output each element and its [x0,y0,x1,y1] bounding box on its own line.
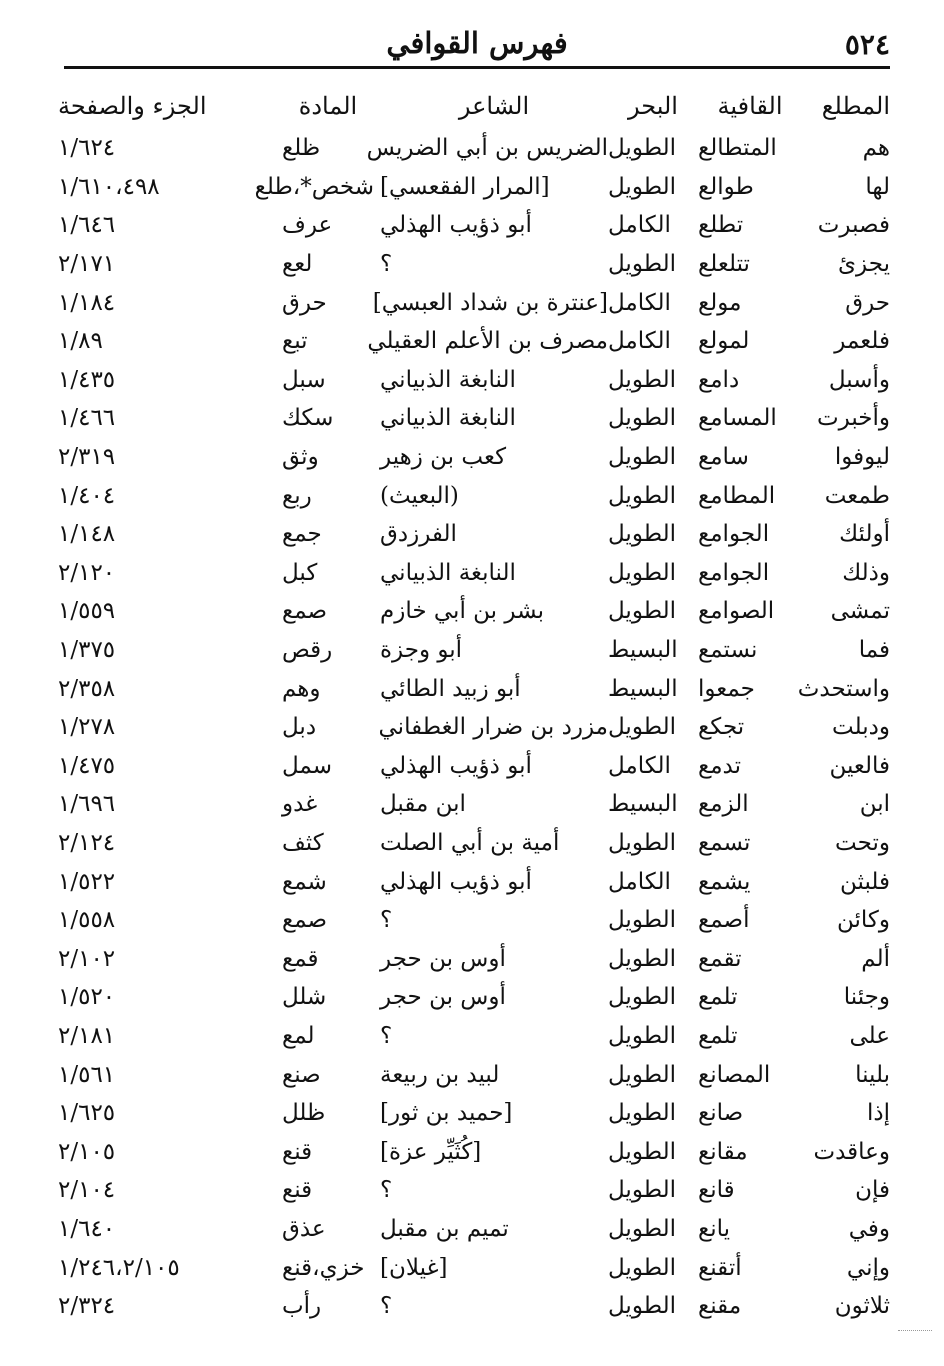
cell-matla: على [849,1022,890,1049]
cell-qafiya: لمولع [698,328,750,355]
cell-bahr: الطويل [608,1138,676,1165]
cell-matla: ثلاثون [834,1293,890,1320]
cell-madda: كبل [282,559,318,586]
cell-bahr: الطويل [608,1100,676,1127]
cell-shaer: ابن مقبل [380,791,466,818]
cell-bahr: الطويل [608,366,676,393]
cell-matla: فصبرت [817,212,890,239]
cell-bahr: الكامل [608,752,671,779]
cell-bahr: الكامل [608,212,671,239]
cell-qafiya: قانع [698,1177,735,1204]
cell-bahr: الطويل [608,1061,676,1088]
cell-shaer: النابغة الذبياني [380,559,516,586]
table-row [58,206,890,245]
cell-shaer: تميم بن مقبل [380,1215,509,1242]
table-row [58,747,890,786]
cell-ref: ١/٤٠٤ [58,482,116,509]
table-row [58,245,890,284]
table-row [58,862,890,901]
table-row [58,1094,890,1133]
cell-madda: وهم [282,675,321,702]
cell-matla: فالعين [829,752,890,779]
cell-qafiya: الجوامع [698,521,770,548]
page-number: ٥٢٤ [844,28,890,61]
cell-qafiya: يانع [698,1215,731,1242]
rhyme-index-table [58,83,890,1325]
table-row [58,785,890,824]
table-row [58,1055,890,1094]
cell-ref: ٢/٣٢٤ [58,1293,116,1320]
cell-ref: ٢/١٠٢ [58,945,116,972]
cell-qafiya: المتطالع [698,135,777,162]
cell-madda: قنع [282,1138,313,1165]
column-header-qafiya: القافية [717,92,783,120]
cell-shaer: ؟ [380,1293,393,1320]
cell-qafiya: أصمع [698,907,750,934]
cell-shaer: [غيلان] [380,1254,448,1281]
cell-madda: شلل [282,984,327,1011]
cell-madda: غدو [282,791,318,818]
cell-shaer: النابغة الذبياني [380,366,516,393]
cell-madda: رقص [282,637,333,664]
cell-matla: هم [862,135,890,162]
cell-qafiya: الصوامع [698,598,775,625]
cell-qafiya: تسمع [698,829,751,856]
table-row [58,168,890,207]
index-page [58,22,890,1325]
cell-ref: ٢/٣١٩ [58,444,116,471]
table-row [58,978,890,1017]
cell-qafiya: مقانع [698,1138,748,1165]
cell-bahr: الطويل [608,444,676,471]
cell-matla: ودبلت [832,714,890,741]
cell-madda: شمع [282,868,327,895]
cell-madda: عذق [282,1215,326,1242]
table-row [58,476,890,515]
cell-ref: ١/٣٧٥ [58,637,116,664]
cell-madda: دبل [282,714,317,741]
cell-shaer: أبو ذؤيب الهذلي [380,868,532,895]
cell-bahr: الطويل [608,1215,676,1242]
cell-ref: ١/٦٤٠ [58,1215,116,1242]
cell-shaer: [كُثَيِّر عزة] [380,1138,482,1165]
cell-qafiya: تلمع [698,984,738,1011]
cell-madda: سبل [282,366,326,393]
running-head [64,22,890,62]
table-row [58,1132,890,1171]
table-row [58,631,890,670]
cell-bahr: الطويل [608,1022,676,1049]
cell-bahr: الطويل [608,945,676,972]
table-body [58,129,890,1325]
cell-ref: ٢/٣٥٨ [58,675,116,702]
cell-bahr: الطويل [608,907,676,934]
cell-matla: فما [858,637,890,664]
cell-madda: ظلع [282,135,321,162]
cell-madda: لعع [282,251,313,278]
table-row [58,1248,890,1287]
cell-madda: شخص*،طلع [254,173,374,200]
cell-qafiya: أتقنع [698,1254,742,1281]
cell-matla: تمشى [830,598,890,625]
table-row [58,283,890,322]
cell-madda: صنع [282,1061,321,1088]
page-title: فهرس القوافي [386,26,568,60]
column-header-bahr: البحر [628,92,678,120]
cell-matla: حرق [845,289,890,316]
cell-madda: رأب [282,1293,322,1320]
cell-matla: وفي [848,1215,890,1242]
cell-madda: صمع [282,598,328,625]
cell-qafiya: المصانع [698,1061,771,1088]
cell-ref: ١/٤٣٥ [58,366,116,393]
cell-bahr: الطويل [608,1254,676,1281]
cell-matla: ليوفوا [834,444,890,471]
cell-qafiya: المطامع [698,482,776,509]
table-row [58,592,890,631]
table-row [58,708,890,747]
cell-matla: إذا [866,1100,890,1127]
table-row [58,554,890,593]
cell-qafiya: جمعوا [698,675,755,702]
table-row [58,399,890,438]
cell-bahr: الطويل [608,521,676,548]
cell-ref: ١/٦٢٥ [58,1100,116,1127]
cell-qafiya: الجوامع [698,559,770,586]
cell-qafiya: مقنع [698,1293,742,1320]
cell-madda: سمل [282,752,332,779]
cell-madda: لمع [282,1022,315,1049]
cell-shaer: بشر بن أبي خازم [380,598,544,625]
cell-madda: صمع [282,907,328,934]
cell-ref: ١/٦٢٤ [58,135,116,162]
cell-bahr: البسيط [608,675,678,702]
cell-matla: وجئنا [843,984,890,1011]
cell-bahr: الطويل [608,829,676,856]
cell-shaer: ؟ [380,1022,393,1049]
cell-bahr: البسيط [608,791,678,818]
table-row [58,129,890,168]
cell-ref: ١/٤٦٦ [58,405,116,432]
cell-qafiya: سامع [698,444,749,471]
cell-madda: جمع [282,521,322,548]
cell-madda: ظلل [282,1100,326,1127]
cell-ref: ١/١٨٤ [58,289,116,316]
cell-ref: ١/٦٤٦ [58,212,116,239]
cell-matla: وإني [846,1254,890,1281]
cell-bahr: الكامل [608,328,671,355]
cell-shaer: الضريس بن أبي الضريس [366,135,608,162]
cell-ref: ١/١٤٨ [58,521,116,548]
cell-qafiya: نستمع [698,637,758,664]
cell-shaer: أبو ذؤيب الهذلي [380,752,532,779]
cell-shaer: أوس بن حجر [380,945,506,972]
column-header-shaer: الشاعر [458,92,530,120]
cell-bahr: الطويل [608,1293,676,1320]
cell-madda: ربع [282,482,312,509]
cell-madda: قمع [282,945,319,972]
cell-ref: ١/٥٢٢ [58,868,116,895]
cell-matla: ابن [859,791,890,818]
cell-qafiya: مولع [698,289,742,316]
cell-shaer: أبو زبيد الطائي [380,675,521,702]
cell-matla: لها [865,173,890,200]
table-row [58,1017,890,1056]
cell-madda: عرف [282,212,333,239]
cell-shaer: مصرف بن الأعلم العقيلي [367,328,608,355]
cell-madda: حرق [282,289,327,316]
cell-qafiya: تطلع [698,212,744,239]
cell-matla: وعاقدت [813,1138,890,1165]
cell-ref: ١/٤٧٥ [58,752,116,779]
table-header-row [58,83,890,129]
cell-matla: فإن [855,1177,890,1204]
cell-qafiya: تتلعلع [698,251,750,278]
cell-shaer: [المرار الفقعسي] [380,173,550,200]
cell-qafiya: يشمع [698,868,751,895]
cell-ref: ١/٢٧٨ [58,714,116,741]
cell-ref: ٢/١٠٥ [58,1138,116,1165]
cell-bahr: الطويل [608,559,676,586]
cell-bahr: الطويل [608,984,676,1011]
cell-bahr: الكامل [608,868,671,895]
table-row [58,1171,890,1210]
cell-ref: ٢/١٧١ [58,251,116,278]
cell-bahr: الطويل [608,482,676,509]
cell-ref: ٢/١٢٠ [58,559,116,586]
cell-madda: قنع [282,1177,313,1204]
column-header-matla: المطلع [821,92,890,120]
cell-shaer: أبو وجزة [380,637,463,664]
cell-madda: سكك [282,405,334,432]
cell-ref: ٢/١٨١ [58,1022,116,1049]
cell-qafiya: تقمع [698,945,742,972]
table-row [58,322,890,361]
cell-qafiya: تجكع [698,714,745,741]
cell-madda: كثف [282,829,324,856]
cell-shaer: أمية بن أبي الصلت [380,829,560,856]
table-row [58,1287,890,1326]
cell-matla: وتحت [835,829,890,856]
cell-matla: واستحدث [797,675,890,702]
cell-qafiya: الزمع [698,791,749,818]
cell-shaer: (البعيث) [380,482,459,509]
cell-qafiya: صانع [698,1100,744,1127]
cell-matla: فلعمر [834,328,890,355]
cell-matla: وأسبل [828,366,890,393]
cell-ref: ١/٦٩٦ [58,791,116,818]
cell-qafiya: طوالع [698,173,754,200]
cell-shaer: [حميد بن ثور] [380,1100,513,1127]
cell-shaer: أبو ذؤيب الهذلي [380,212,532,239]
table-row [58,669,890,708]
cell-matla: بلينا [855,1061,890,1088]
cell-matla: طمعت [824,482,890,509]
column-header-madda: المادة [298,92,358,120]
cell-matla: أولئك [839,521,890,548]
cell-shaer: أوس بن حجر [380,984,506,1011]
cell-qafiya: تدمع [698,752,742,779]
cell-shaer: كعب بن زهير [380,444,507,471]
table-row [58,515,890,554]
cell-ref: ٢/١٢٤ [58,829,116,856]
cell-matla: وذلك [842,559,890,586]
cell-matla: وكائن [837,907,890,934]
cell-madda: وثق [282,444,319,471]
table-row [58,939,890,978]
cell-shaer: مزرد بن ضرار الغطفاني [378,714,608,741]
table-row [58,361,890,400]
header-rule [64,66,890,69]
cell-madda: خزي،قنع [282,1254,365,1281]
cell-shaer: لبيد بن ربيعة [380,1061,500,1088]
cell-madda: تبع [282,328,308,355]
cell-shaer: الفرزدق [380,521,457,548]
cell-shaer: ؟ [380,1177,393,1204]
margin-mark [898,1330,932,1333]
cell-ref: ١/٥٥٨ [58,907,116,934]
cell-bahr: الطويل [608,598,676,625]
cell-matla: ألم [861,945,890,972]
cell-bahr: البسيط [608,637,678,664]
cell-bahr: الطويل [608,405,676,432]
table-row [58,1210,890,1249]
column-header-ref: الجزء والصفحة [58,92,207,120]
cell-ref: ٢/١٠٤ [58,1177,116,1204]
cell-qafiya: تلمع [698,1022,738,1049]
cell-bahr: الطويل [608,251,676,278]
cell-shaer: ؟ [380,907,393,934]
cell-ref: ١/٥٥٩ [58,598,116,625]
cell-bahr: الطويل [608,135,676,162]
cell-matla: فلبثن [840,868,890,895]
cell-matla: يجزئ [838,251,890,278]
cell-bahr: الطويل [608,714,676,741]
cell-shaer: النابغة الذبياني [380,405,516,432]
cell-shaer: ؟ [380,251,393,278]
cell-ref: ١/٥٢٠ [58,984,116,1011]
cell-qafiya: المسامع [698,405,777,432]
table-row [58,438,890,477]
cell-bahr: الكامل [608,289,671,316]
cell-ref: ١/٢٤٦،٢/١٠٥ [58,1254,180,1281]
table-row [58,824,890,863]
cell-shaer: [عنترة بن شداد العبسي] [372,289,608,316]
cell-bahr: الطويل [608,1177,676,1204]
cell-matla: وأخبرت [817,405,890,432]
table-row [58,901,890,940]
cell-qafiya: دامع [698,366,740,393]
cell-ref: ١/٨٩ [58,328,103,355]
cell-bahr: الطويل [608,173,676,200]
cell-ref: ١/٥٦١ [58,1061,116,1088]
cell-ref: ١/٦١٠،٤٩٨ [58,173,160,200]
